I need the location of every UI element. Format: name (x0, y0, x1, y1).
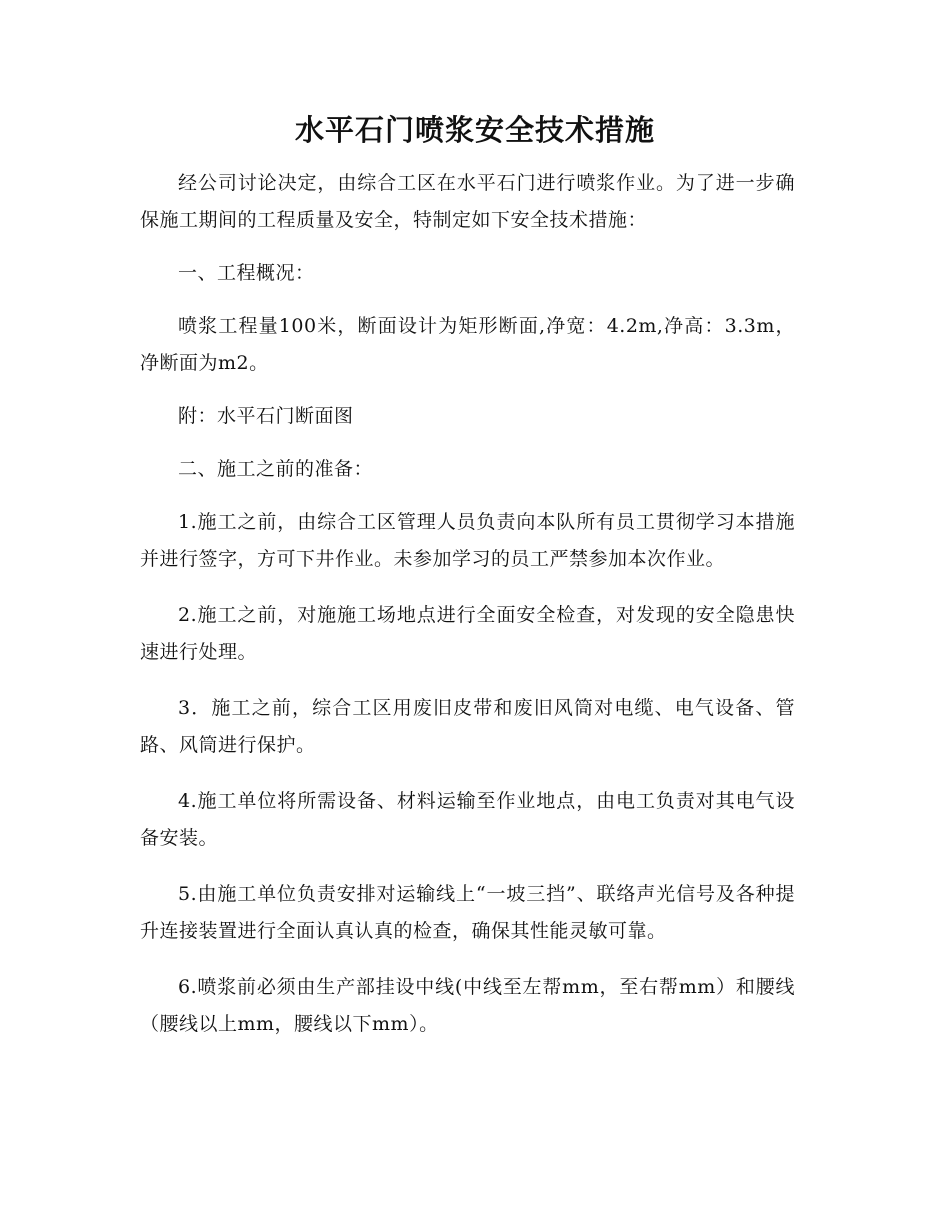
list-item-6: 6.喷浆前必须由生产部挂设中线(中线至左帮mm，至右帮mm）和腰线（腰线以上mm，腰线以下mm）。 (140, 976, 795, 1035)
document-title: 水平石门喷浆安全技术措施 (294, 113, 655, 147)
paragraph-intro: 经公司讨论决定，由综合工区在水平石门进行喷浆作业。为了进一步确保施工期间的工程质量及安全，特制定如下安全技术措施： (140, 172, 795, 231)
paragraph-overview: 喷浆工程量100米，断面设计为矩形断面,净宽：4.2m,净高：3.3m，净断面为m2。 (140, 315, 795, 374)
list-item-4: 4.施工单位将所需设备、材料运输至作业地点，由电工负责对其电气设备安装。 (140, 790, 795, 849)
paragraph-attachment: 附：水平石门断面图 (178, 405, 354, 427)
list-item-3: 3．施工之前，综合工区用废旧皮带和废旧风筒对电缆、电气设备、管路、风筒进行保护。 (140, 697, 795, 756)
document-body (140, 165, 795, 1043)
section-heading-preparation: 二、施工之前的准备： (178, 458, 374, 480)
list-item-2: 2.施工之前，对施施工场地点进行全面安全检查，对发现的安全隐患快速进行处理。 (140, 604, 795, 663)
section-heading-overview: 一、工程概况： (178, 262, 315, 284)
list-item-5: 5.由施工单位负责安排对运输线上“一坡三挡”、联络声光信号及各种提升连接装置进行全面认真认真的检查，确保其性能灵敏可靠。 (140, 883, 795, 942)
list-item-1: 1.施工之前，由综合工区管理人员负责向本队所有员工贯彻学习本措施并进行签字，方可下井作业。未参加学习的员工严禁参加本次作业。 (140, 511, 795, 570)
